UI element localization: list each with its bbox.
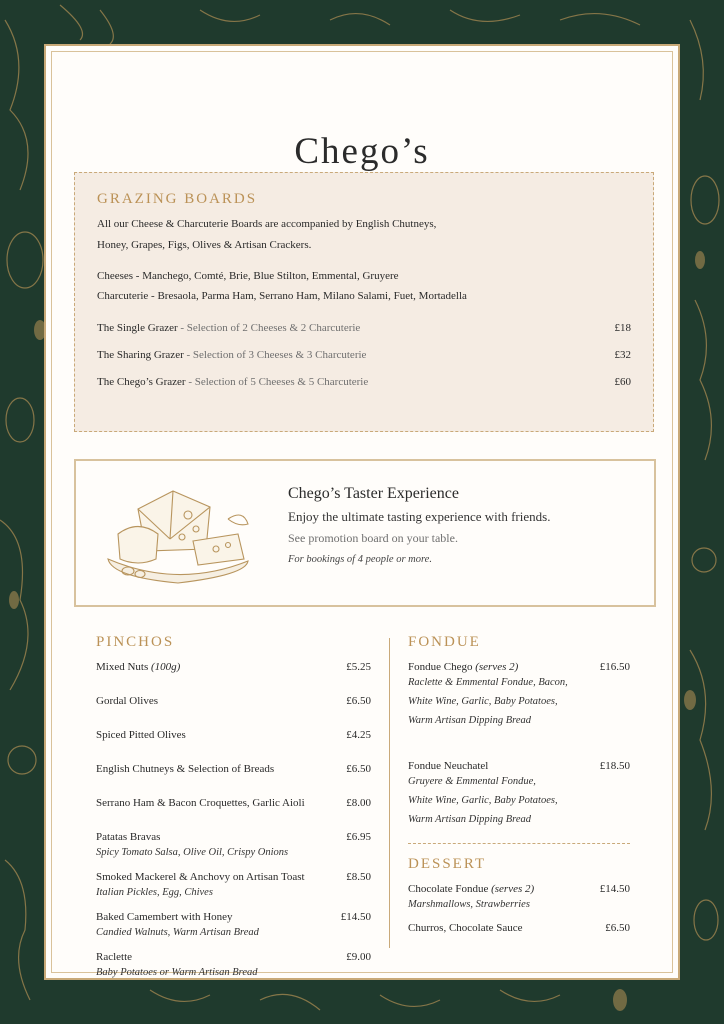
item-name: The Single Grazer [97, 322, 178, 334]
grazing-item [97, 322, 631, 349]
taster-experience-box [74, 459, 656, 607]
item-desc: - Selection of 2 Cheeses & 2 Charcuterie [177, 322, 361, 334]
item-name: Smoked Mackerel & Anchovy on Artisan Toast [96, 871, 305, 883]
pinchos-heading: PINCHOS [96, 634, 175, 650]
menu-item [96, 763, 371, 788]
column-divider [389, 638, 390, 948]
menu-item [408, 883, 630, 914]
item-name: Gordal Olives [96, 695, 159, 707]
item-price: £14.50 [599, 883, 630, 895]
item-price: £6.50 [346, 695, 371, 707]
grazing-item [97, 376, 631, 403]
item-price: £8.00 [346, 797, 371, 809]
taster-note: For bookings of 4 people or more. [288, 554, 432, 565]
taster-sub: See promotion board on your table. [288, 531, 458, 545]
item-name: Patatas Bravas [96, 831, 161, 843]
pinchos-section [96, 634, 371, 991]
grazing-heading: GRAZING BOARDS [97, 191, 258, 207]
menu-item [408, 922, 630, 934]
item-desc: Spicy Tomato Salsa, Olive Oil, Crispy Onions [96, 847, 289, 858]
taster-line: Enjoy the ultimate tasting experience with friends. [288, 509, 551, 524]
cheese-board-illustration [98, 479, 258, 589]
item-desc: Candied Walnuts, Warm Artisan Bread [96, 927, 259, 938]
item-name: Serrano Ham & Bacon Croquettes, Garlic Aioli [96, 797, 305, 809]
grazing-items [97, 322, 631, 403]
menu-item [96, 661, 371, 686]
grazing-item [97, 349, 631, 376]
fondue-heading: FONDUE [408, 634, 481, 650]
item-name: Chocolate Fondue [408, 883, 489, 895]
item-name: Mixed Nuts [96, 661, 149, 673]
item-desc: Warm Artisan Dipping Bread [408, 814, 531, 825]
item-price: £32 [614, 349, 631, 361]
menu-item [96, 951, 371, 982]
menu-item [408, 760, 630, 829]
item-desc: - Selection of 3 Cheeses & 3 Charcuterie [183, 349, 367, 361]
item-price: £18 [614, 322, 631, 334]
item-price: £16.50 [599, 661, 630, 673]
item-desc: Warm Artisan Dipping Bread [408, 715, 531, 726]
item-desc: Marshmallows, Strawberries [408, 899, 530, 910]
menu-item [408, 661, 630, 730]
grazing-intro [97, 214, 631, 256]
item-name: Fondue Chego [408, 661, 473, 673]
cheese-list: Cheeses - Manchego, Comté, Brie, Blue Stilton, Emmental, Gruyere [97, 270, 399, 282]
item-price: £4.25 [346, 729, 371, 741]
section-divider [408, 843, 630, 844]
menu-item [96, 695, 371, 720]
menu-item [96, 831, 371, 862]
item-price: £6.95 [346, 831, 371, 843]
menu-item [96, 797, 371, 822]
item-price: £60 [614, 376, 631, 388]
item-desc: - Selection of 5 Cheeses & 5 Charcuterie [185, 376, 369, 388]
item-name: The Sharing Grazer [97, 349, 184, 361]
charcuterie-list: Charcuterie - Bresaola, Parma Ham, Serrano Ham, Milano Salami, Fuet, Mortadella [97, 290, 467, 302]
menu-card [44, 44, 680, 980]
item-name: Baked Camembert with Honey [96, 911, 233, 923]
taster-text [288, 485, 550, 565]
item-name: Raclette [96, 951, 133, 963]
page-title: Chego’s [294, 131, 430, 172]
item-desc: White Wine, Garlic, Baby Potatoes, [408, 795, 558, 806]
item-price: £14.50 [340, 911, 371, 923]
item-price: £6.50 [605, 922, 630, 934]
item-desc: White Wine, Garlic, Baby Potatoes, [408, 696, 558, 707]
item-price: £9.00 [346, 951, 371, 963]
grazing-boards-section [74, 172, 654, 432]
item-qualifier: (serves 2) [491, 883, 535, 895]
item-name: Churros, Chocolate Sauce [408, 922, 523, 934]
grazing-intro-line: All our Cheese & Charcuterie Boards are accompanied by English Chutneys, [97, 218, 437, 230]
menu-item [96, 871, 371, 902]
item-name: English Chutneys & Selection of Breads [96, 763, 275, 775]
item-name: Fondue Neuchatel [408, 760, 489, 772]
item-desc: Italian Pickles, Egg, Chives [96, 887, 213, 898]
grazing-selection [97, 266, 631, 306]
item-price: £6.50 [346, 763, 371, 775]
menu-item [96, 911, 371, 942]
item-desc: Raclette & Emmental Fondue, Bacon, [408, 677, 568, 688]
dessert-heading: DESSERT [408, 856, 487, 872]
item-qualifier: (serves 2) [475, 661, 519, 673]
item-price: £8.50 [346, 871, 371, 883]
item-price: £18.50 [599, 760, 630, 772]
item-qualifier: (100g) [151, 661, 181, 673]
grazing-intro-line: Honey, Grapes, Figs, Olives & Artisan Crackers. [97, 239, 312, 251]
item-name: The Chego’s Grazer [97, 376, 186, 388]
item-name: Spiced Pitted Olives [96, 729, 186, 741]
item-desc: Gruyere & Emmental Fondue, [408, 776, 536, 787]
menu-item [96, 729, 371, 754]
fondue-dessert-column [408, 634, 630, 934]
item-desc: Baby Potatoes or Warm Artisan Bread [96, 967, 258, 978]
item-price: £5.25 [346, 661, 371, 673]
taster-title: Chego’s Taster Experience [288, 485, 459, 502]
